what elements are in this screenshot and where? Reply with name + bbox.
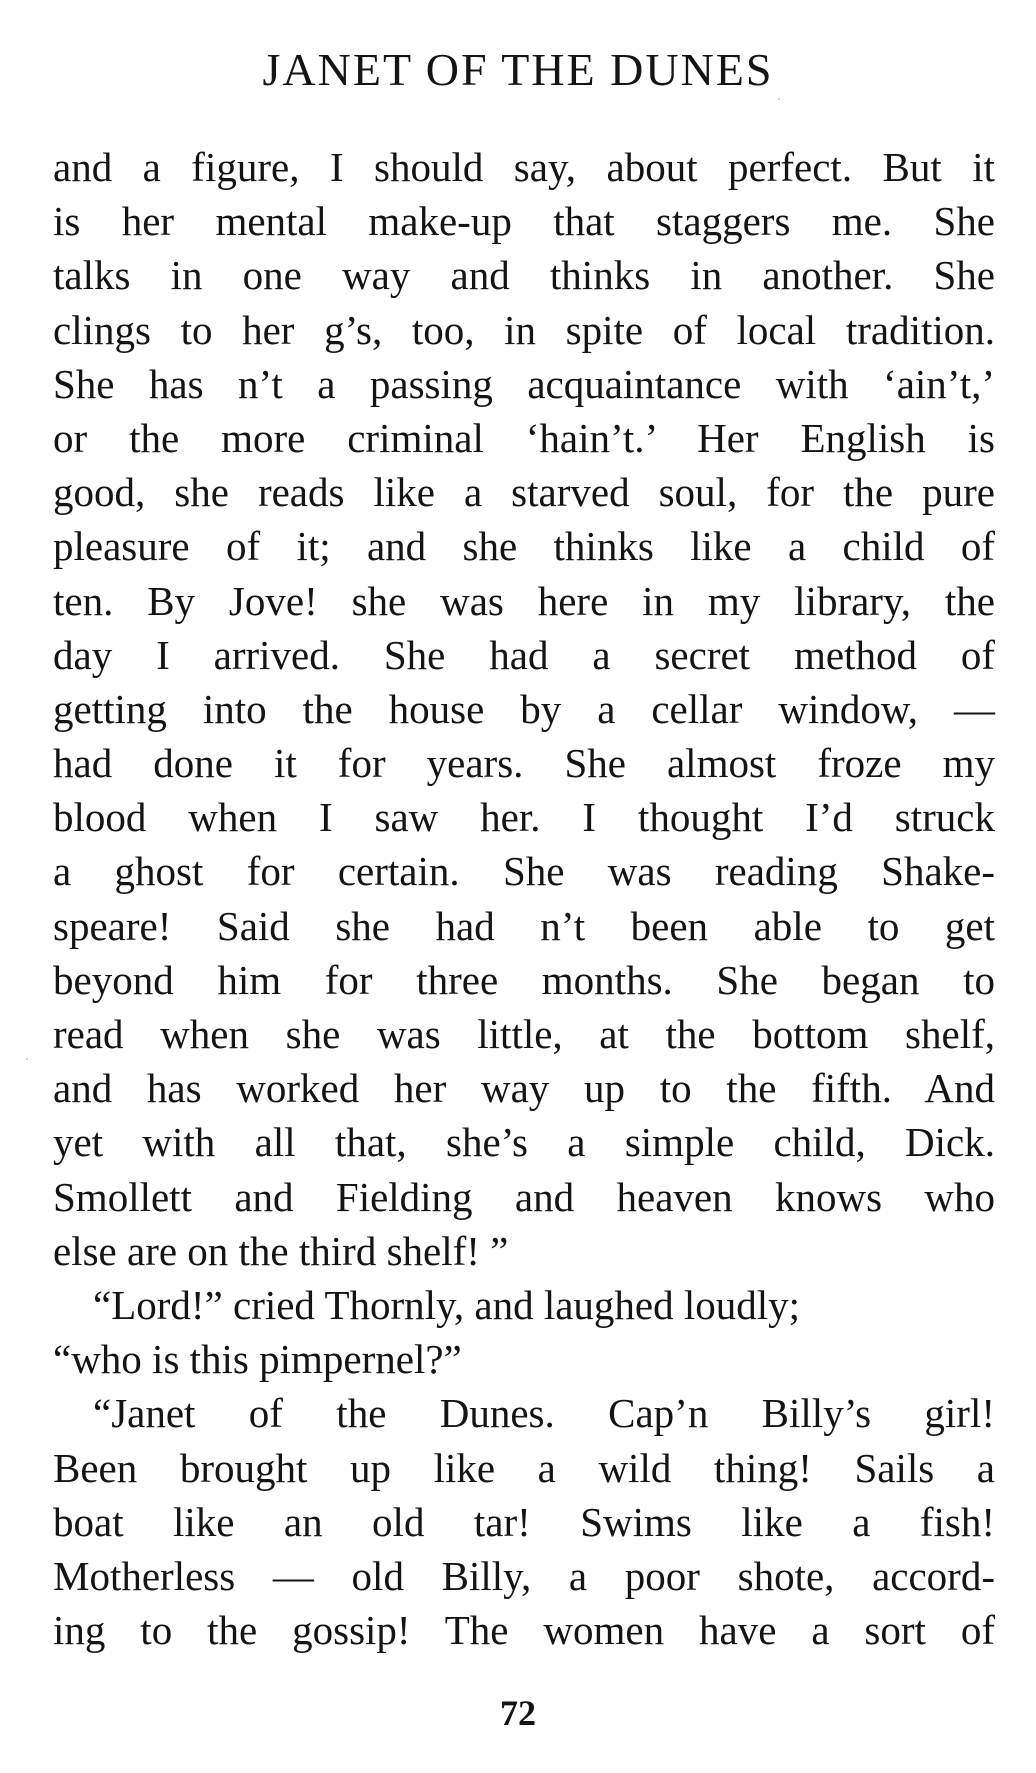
text-line: talks in one way and thinks in another. She	[53, 252, 995, 299]
dialogue-line: “Lord!” cried Thornly, and laughed loudly;	[93, 1281, 801, 1328]
text-line: or the more criminal ‘hain’t.’ Her English is	[53, 414, 995, 461]
text-line: and has worked her way up to the fifth. And	[53, 1065, 995, 1112]
text-line: read when she was little, at the bottom shelf,	[53, 1011, 995, 1057]
dialogue-line: “Janet of the Dunes. Cap’n Billy’s girl!	[93, 1390, 995, 1437]
text-line: day I arrived. She had a secret method of	[53, 631, 995, 678]
text-line: ing to the gossip! The women have a sort of	[53, 1607, 995, 1654]
paper-speck	[778, 98, 780, 100]
running-head: JANET OF THE DUNES	[262, 44, 774, 95]
text-line: ten. By Jove! she was here in my library, the	[53, 577, 995, 624]
text-line: She has n’t a passing acquaintance with ‘ain’t,’	[53, 360, 995, 407]
text-line: a ghost for certain. She was reading Shake-	[53, 848, 995, 895]
text-line: beyond him for three months. She began to	[53, 956, 995, 1003]
body-text	[53, 140, 995, 1657]
text-line: is her mental make-up that staggers me. She	[53, 198, 995, 245]
text-line: getting into the house by a cellar window, —	[53, 685, 995, 732]
text-line: yet with all that, she’s a simple child, Dick.	[53, 1119, 995, 1166]
text-line: boat like an old tar! Swims like a fish!	[53, 1498, 995, 1545]
page-number: 72	[500, 1693, 536, 1733]
paragraph-end-line: “who is this pimpernel?”	[53, 1336, 462, 1383]
text-line: good, she reads like a starved soul, for the pure	[53, 469, 995, 516]
text-line: Been brought up like a wild thing! Sails a	[53, 1444, 995, 1491]
text-line: had done it for years. She almost froze my	[53, 740, 995, 787]
text-line: Smollett and Fielding and heaven knows who	[53, 1173, 995, 1220]
text-line: pleasure of it; and she thinks like a child of	[53, 523, 995, 570]
paper-speck	[26, 1058, 28, 1060]
text-line: blood when I saw her. I thought I’d struck	[53, 794, 995, 841]
text-line: and a figure, I should say, about perfect. But it	[53, 144, 995, 190]
text-line: clings to her g’s, too, in spite of local tradition.	[53, 306, 995, 353]
text-line: Motherless — old Billy, a poor shote, accord-	[53, 1552, 995, 1599]
text-line: speare! Said she had n’t been able to get	[53, 902, 995, 949]
paragraph-end-line: else are on the third shelf! ”	[53, 1227, 509, 1274]
